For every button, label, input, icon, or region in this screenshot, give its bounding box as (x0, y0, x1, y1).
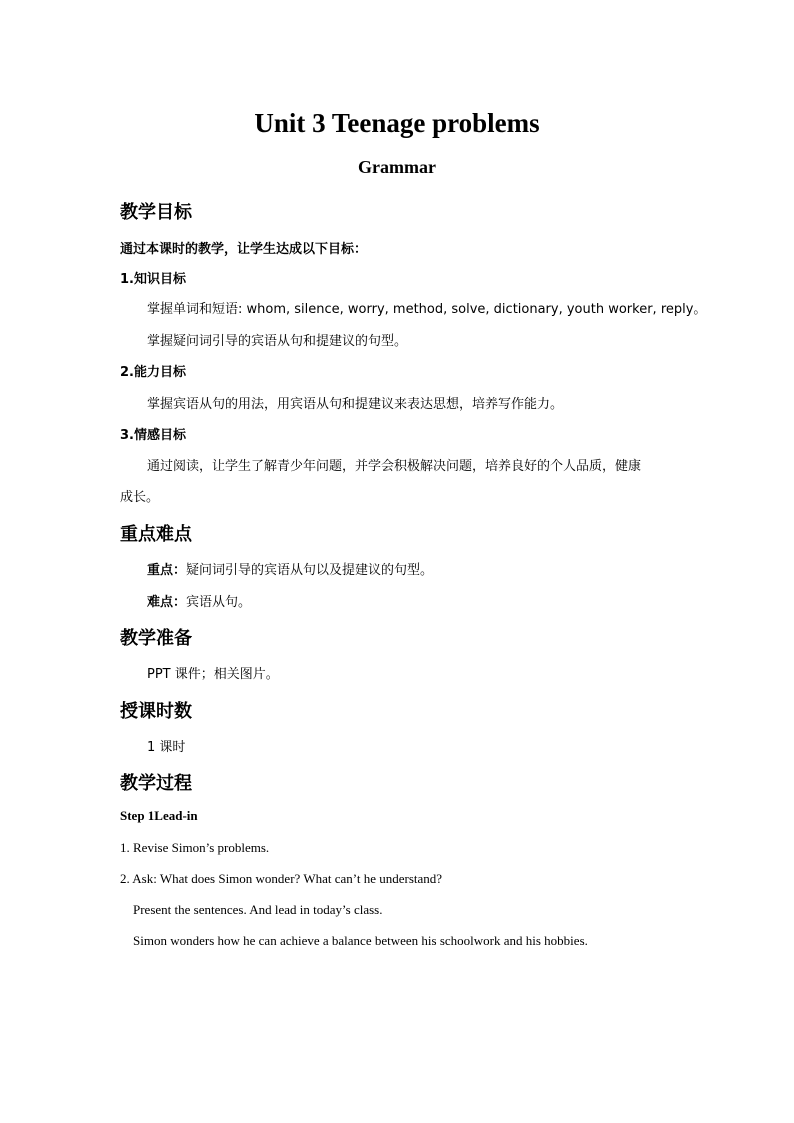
preparation-text: PPT 课件；相关图片。 (147, 667, 279, 682)
key-point-line (147, 559, 433, 578)
difficult-point-line (147, 591, 251, 610)
emotion-goal-label: 3.情感目标 (120, 428, 186, 443)
knowledge-goal-label: 1.知识目标 (120, 272, 186, 287)
section-heading-process: 教学过程 (120, 773, 192, 794)
key-point-label: 重点： (147, 563, 187, 578)
difficult-point-label: 难点： (147, 595, 187, 610)
process-item-4: Simon wonders how he can achieve a balance between his schoolwork and his hobbies. (133, 933, 588, 948)
section-heading-hours: 授课时数 (120, 701, 192, 722)
knowledge-goal-line-2: 掌握疑问词引导的宾语从句和提建议的句型。 (147, 334, 408, 349)
emotion-goal-line-1: 通过阅读，让学生了解青少年问题，并学会积极解决问题，培养良好的个人品质，健康 (147, 459, 642, 474)
section-heading-key-points: 重点难点 (120, 524, 192, 545)
section-heading-preparation: 教学准备 (120, 628, 192, 649)
hours-text: 1 课时 (147, 740, 186, 755)
step-1-label: Step 1Lead-in (120, 808, 198, 823)
document-title: Unit 3 Teenage problems (254, 108, 540, 138)
section-heading-objectives: 教学目标 (120, 202, 192, 223)
document-subtitle: Grammar (358, 157, 436, 177)
difficult-point-text: 宾语从句。 (186, 595, 252, 610)
objectives-intro: 通过本课时的教学，让学生达成以下目标： (120, 242, 368, 257)
ability-goal-label: 2.能力目标 (120, 365, 186, 380)
emotion-goal-line-2: 成长。 (120, 490, 160, 505)
key-point-text: 疑问词引导的宾语从句以及提建议的句型。 (186, 563, 434, 578)
ability-goal-line-1: 掌握宾语从句的用法，用宾语从句和提建议来表达思想，培养写作能力。 (147, 397, 564, 412)
process-item-1: 1. Revise Simon’s problems. (120, 840, 270, 855)
knowledge-goal-line-1: 掌握单词和短语: whom, silence, worry, method, solve, dictionary, youth worker, reply。 (147, 302, 707, 317)
process-item-2: 2. Ask: What does Simon wonder? What can’t he understand? (120, 871, 443, 886)
process-item-3: Present the sentences. And lead in today’s class. (133, 902, 383, 917)
